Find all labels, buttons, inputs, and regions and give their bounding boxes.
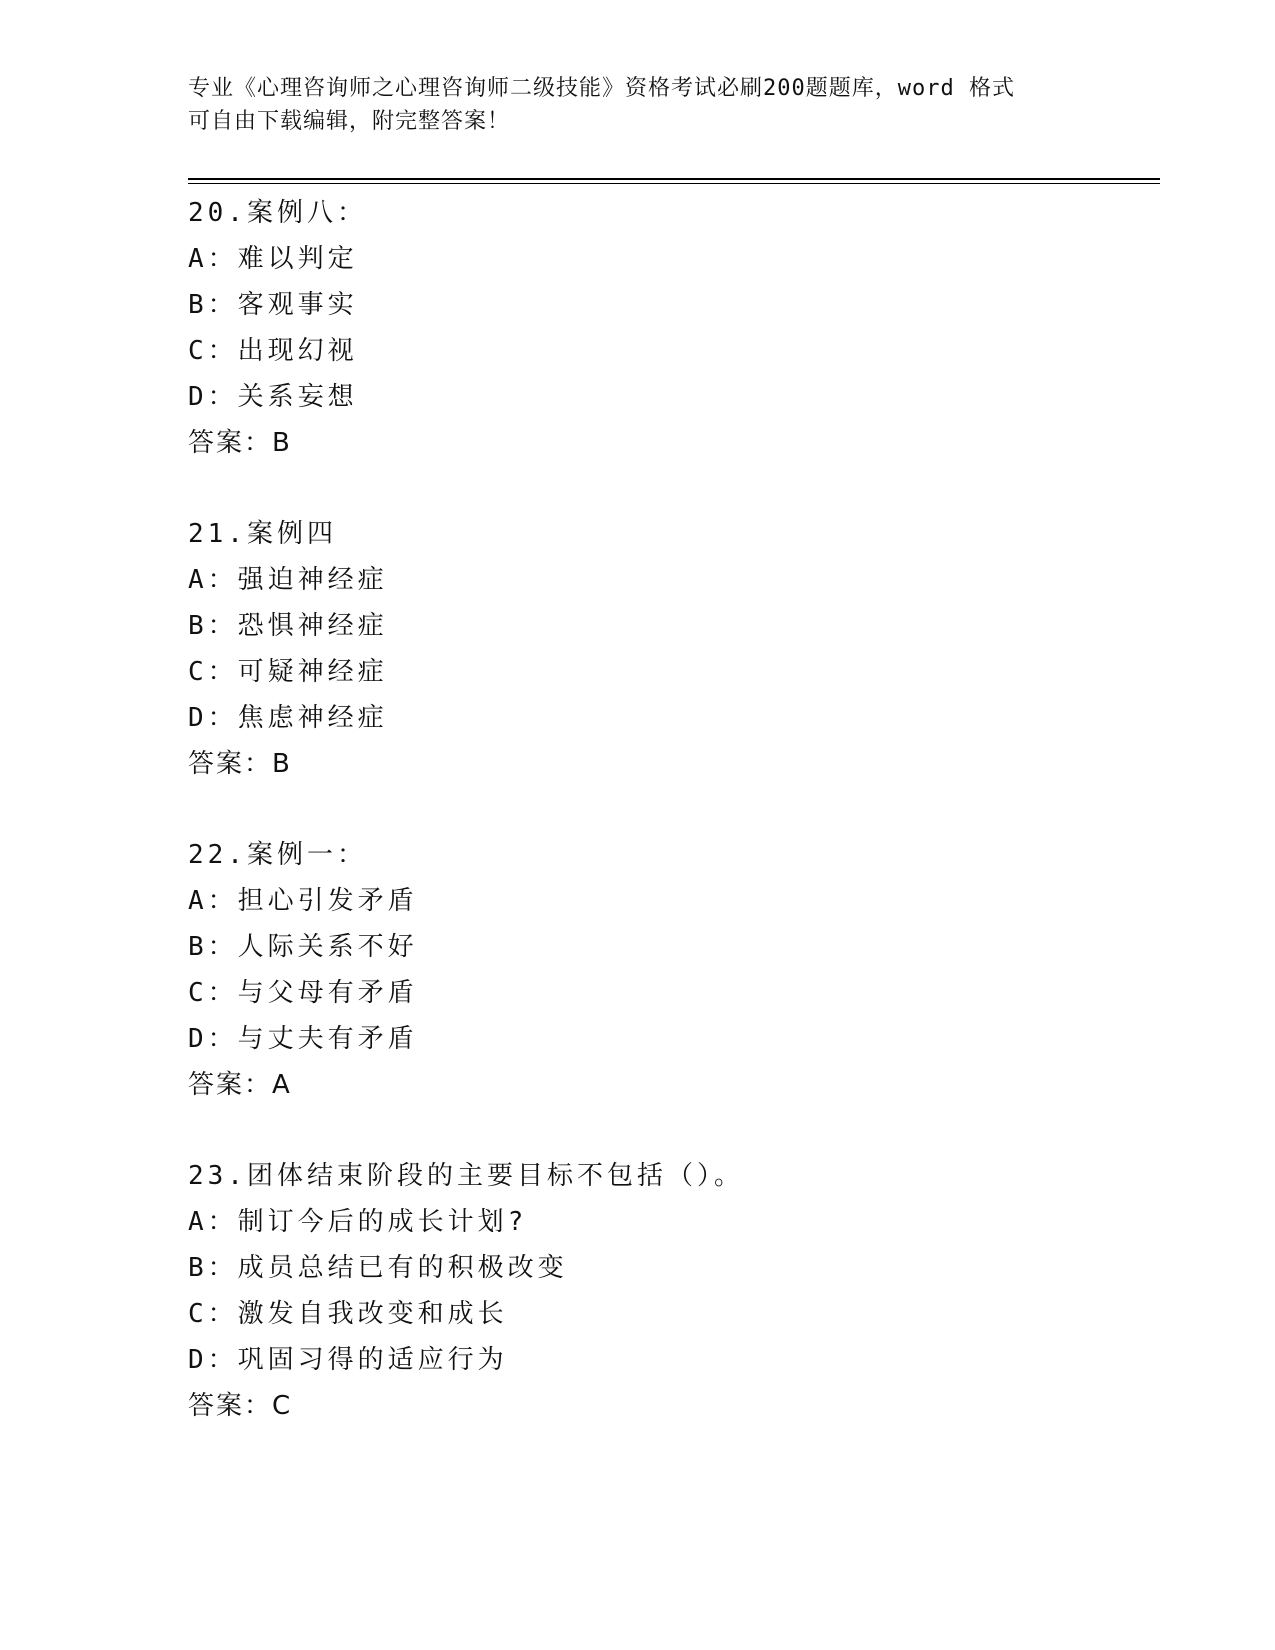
document-header	[188, 72, 1088, 138]
option-d	[188, 374, 1148, 420]
option-b	[188, 603, 1148, 649]
question-stem: 23.团体结束阶段的主要目标不包括（）。	[188, 1161, 744, 1191]
option-letter: B：	[188, 611, 238, 641]
question-21	[188, 511, 1148, 787]
option-text: 恐惧神经症	[237, 611, 388, 641]
option-text: 强迫神经症	[237, 565, 388, 595]
option-c	[188, 970, 1148, 1016]
option-letter: D：	[188, 382, 238, 412]
question-list	[188, 190, 1148, 1474]
option-letter: A：	[188, 886, 238, 916]
question-23	[188, 1153, 1148, 1429]
header-line-1: 专业《心理咨询师之心理咨询师二级技能》资格考试必刷200题题库，word 格式	[188, 76, 1015, 101]
option-c	[188, 1291, 1148, 1337]
option-letter: A：	[188, 1207, 238, 1237]
option-letter: C：	[188, 978, 238, 1008]
answer-line: 答案：B	[188, 428, 292, 458]
option-letter: B：	[188, 932, 238, 962]
option-letter: A：	[188, 565, 238, 595]
question-stem: 21.案例四	[188, 519, 337, 549]
option-text: 客观事实	[237, 290, 358, 320]
option-letter: D：	[188, 703, 238, 733]
option-c	[188, 649, 1148, 695]
option-b	[188, 1245, 1148, 1291]
option-text: 与丈夫有矛盾	[237, 1024, 418, 1054]
option-letter: D：	[188, 1345, 238, 1375]
answer-line: 答案：A	[188, 1070, 292, 1100]
option-a	[188, 557, 1148, 603]
option-text: 与父母有矛盾	[237, 978, 418, 1008]
answer-line: 答案：B	[188, 749, 292, 779]
question-22	[188, 832, 1148, 1108]
question-20	[188, 190, 1148, 466]
option-text: 出现幻视	[237, 336, 358, 366]
option-letter: C：	[188, 657, 238, 687]
option-b	[188, 924, 1148, 970]
option-text: 关系妄想	[237, 382, 358, 412]
option-letter: B：	[188, 290, 238, 320]
question-stem: 22.案例一：	[188, 840, 367, 870]
header-divider-thick	[188, 178, 1160, 180]
option-b	[188, 282, 1148, 328]
option-text: 人际关系不好	[237, 932, 418, 962]
header-divider-thin	[188, 183, 1160, 184]
option-a	[188, 236, 1148, 282]
option-letter: D：	[188, 1024, 238, 1054]
option-text: 焦虑神经症	[237, 703, 388, 733]
option-a	[188, 1199, 1148, 1245]
option-text: 可疑神经症	[237, 657, 388, 687]
option-text: 担心引发矛盾	[237, 886, 418, 916]
option-text: 巩固习得的适应行为	[237, 1345, 508, 1375]
option-text: 成员总结已有的积极改变	[237, 1253, 568, 1283]
option-d	[188, 1337, 1148, 1383]
option-text: 激发自我改变和成长	[237, 1299, 508, 1329]
option-a	[188, 878, 1148, 924]
answer-line: 答案：C	[188, 1391, 293, 1421]
option-letter: C：	[188, 1299, 238, 1329]
option-text: 难以判定	[237, 244, 358, 274]
question-stem: 20.案例八：	[188, 198, 367, 228]
option-d	[188, 695, 1148, 741]
option-letter: A：	[188, 244, 238, 274]
option-text: 制订今后的成长计划?	[237, 1207, 528, 1237]
option-d	[188, 1016, 1148, 1062]
option-letter: B：	[188, 1253, 238, 1283]
option-c	[188, 328, 1148, 374]
header-line-2: 可自由下载编辑，附完整答案！	[188, 109, 511, 134]
option-letter: C：	[188, 336, 238, 366]
